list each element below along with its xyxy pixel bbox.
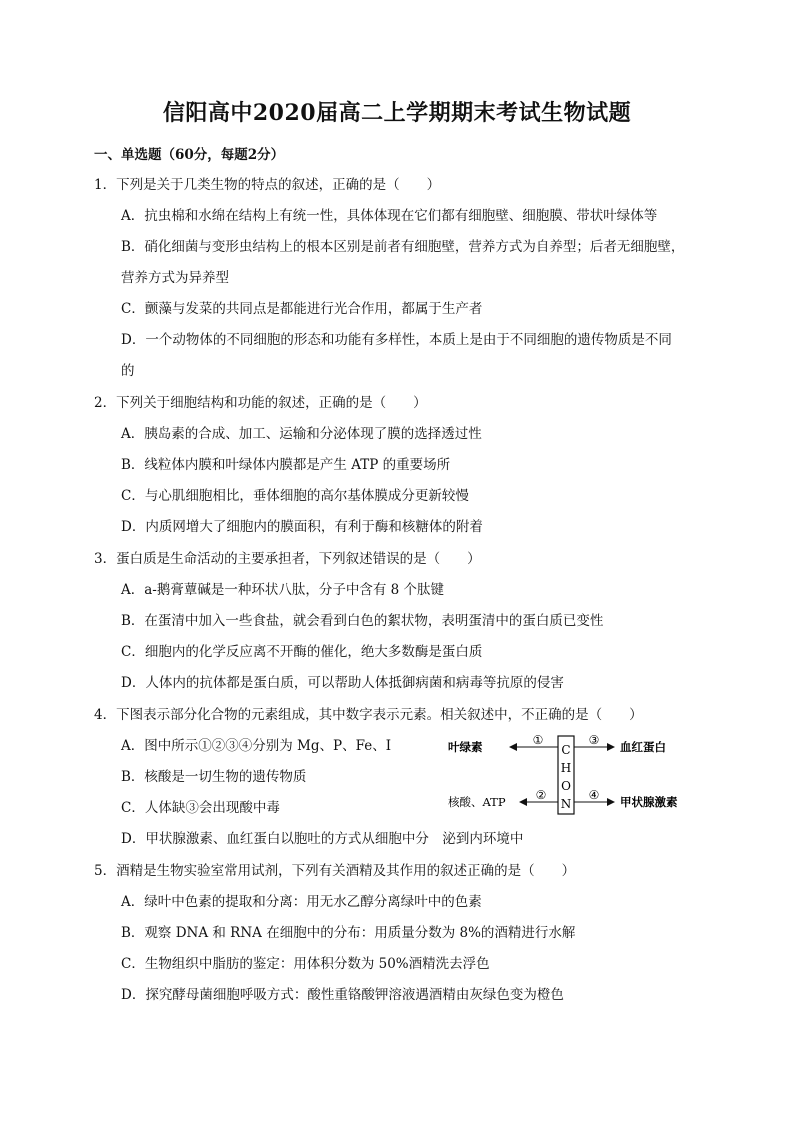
answer-option: D．内质网增大了细胞内的膜面积，有利于酶和核糖体的附着	[121, 519, 483, 535]
answer-option: A．抗虫棉和水绵在结构上有统一性，具体体现在它们都有细胞壁、细胞膜、带状叶绿体等	[121, 208, 658, 224]
num-2: ②	[535, 788, 547, 802]
answer-option: B．线粒体内膜和叶绿体内膜都是产生 ATP 的重要场所	[121, 457, 451, 473]
element-o: O	[561, 779, 571, 793]
answer-option: B．硝化细菌与变形虫结构上的根本区别是前者有细胞壁，营养方式为自养型；后者无细胞壁，	[121, 239, 685, 255]
answer-option: D．人体内的抗体都是蛋白质，可以帮助人体抵御病菌和病毒等抗原的侵害	[121, 675, 564, 691]
answer-option: A．a-鹅膏蕈碱是一种环状八肽，分子中含有 8 个肽键	[121, 582, 445, 598]
answer-option: C．生物组织中脂肪的鉴定：用体积分数为 50%酒精洗去浮色	[121, 956, 490, 972]
label-hemoglobin: 血红蛋白	[620, 740, 666, 754]
answer-option: A．图中所示①②③④分别为 Mg、P、Fe、I	[121, 738, 392, 754]
element-c: C	[561, 743, 571, 757]
question-stem: 1．下列是关于几类生物的特点的叙述，正确的是（ ）	[94, 177, 441, 193]
answer-option: C．细胞内的化学反应离不开酶的催化，绝大多数酶是蛋白质	[121, 644, 483, 660]
element-n: N	[560, 797, 572, 811]
answer-option: C．与心肌细胞相比，垂体细胞的高尔基体膜成分更新较慢	[121, 488, 469, 504]
answer-option: 营养方式为异养型	[121, 270, 229, 286]
question-stem: 2．下列关于细胞结构和功能的叙述，正确的是（ ）	[94, 395, 427, 411]
answer-option: B．在蛋清中加入一些食盐，就会看到白色的絮状物，表明蛋清中的蛋白质已变性	[121, 613, 604, 629]
label-chlorophyll: 叶绿素	[448, 740, 483, 754]
answer-option: 的	[121, 363, 135, 379]
answer-option: C．颤藻与发菜的共同点是都能进行光合作用，都属于生产者	[121, 301, 483, 317]
section-heading: 一、单选题（60分，每题2分）	[94, 147, 285, 163]
answer-option: B．观察 DNA 和 RNA 在细胞中的分布：用质量分数为 8%的酒精进行水解	[121, 925, 576, 941]
num-3: ③	[588, 733, 600, 747]
answer-option: A．胰岛素的合成、加工、运输和分泌体现了膜的选择透过性	[121, 426, 482, 442]
label-nucleic-acid-atp: 核酸、ATP	[448, 795, 506, 809]
answer-option: D．探究酵母菌细胞呼吸方式：酸性重铬酸钾溶液遇酒精由灰绿色变为橙色	[121, 987, 564, 1003]
element-h: H	[560, 761, 572, 775]
question-stem: 5．酒精是生物实验室常用试剂，下列有关酒精及其作用的叙述正确的是（ ）	[94, 863, 576, 879]
answer-option: A．绿叶中色素的提取和分离：用无水乙醇分离绿叶中的色素	[121, 894, 482, 910]
answer-option: D．一个动物体的不同细胞的形态和功能有多样性，本质上是由于不同细胞的遗传物质是不同	[121, 332, 672, 348]
label-thyroxine: 甲状腺激素	[620, 795, 678, 809]
answer-option: D．甲状腺激素、血红蛋白以胞吐的方式从细胞中分 泌到内环境中	[121, 831, 524, 847]
answer-option: B．核酸是一切生物的遗传物质	[121, 769, 307, 785]
element-composition-diagram	[448, 732, 718, 818]
answer-option: C．人体缺③会出现酸中毒	[121, 800, 280, 816]
num-1: ①	[532, 733, 544, 747]
num-4: ④	[588, 788, 600, 802]
page-title: 信阳高中2020届高二上学期期末考试生物试题	[162, 100, 632, 126]
question-stem: 4．下图表示部分化合物的元素组成，其中数字表示元素。相关叙述中，不正确的是（ ）	[94, 707, 643, 723]
question-stem: 3．蛋白质是生命活动的主要承担者，下列叙述错误的是（ ）	[94, 551, 481, 567]
